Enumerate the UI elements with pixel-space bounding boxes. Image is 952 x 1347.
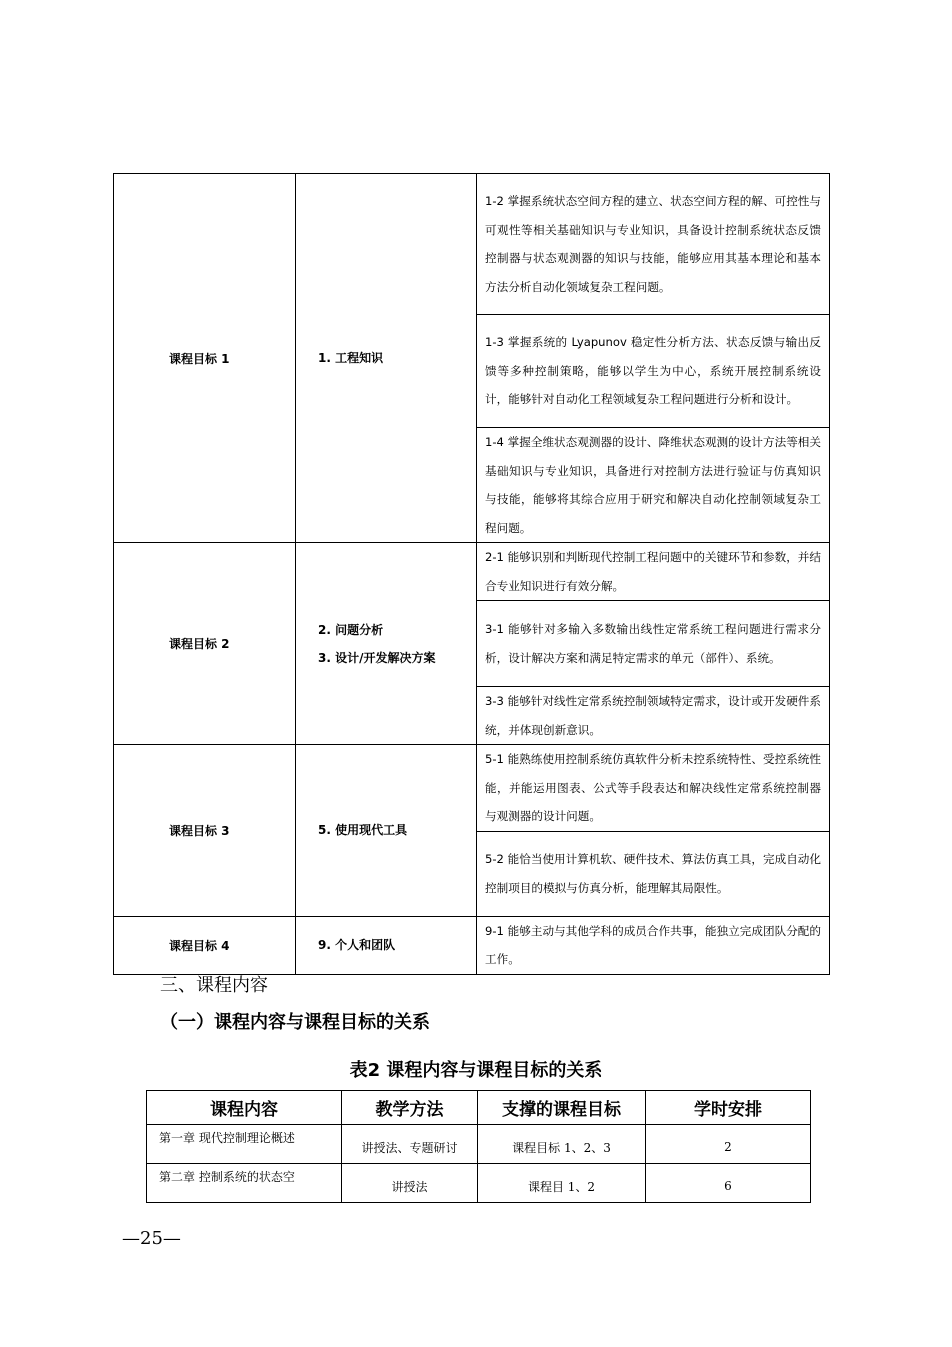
requirement-cell: 5-2 能恰当使用计算机软、硬件技术、算法仿真工具，完成自动化控制项目的模拟与仿真分析，能理解其局限性。 [477,831,830,916]
header-cell: 支撑的课程目标 [478,1091,646,1125]
page-number: —25— [122,1228,181,1249]
header-cell: 教学方法 [342,1091,478,1125]
sub-heading: （一）课程内容与课程目标的关系 [160,1012,430,1033]
hours-cell: 2 [646,1125,811,1164]
ability-line: 3. 设计/开发解决方案 [318,650,436,665]
section-heading: 三、课程内容 [160,975,268,996]
content-cell: 第二章 控制系统的状态空 [147,1164,342,1203]
table-row [147,1125,811,1164]
objectives-table [113,173,830,975]
requirement-cell: 1-4 掌握全维状态观测器的设计、降维状态观测的设计方法等相关基础知识与专业知识，具备进行对控制方法进行验证与仿真知识与技能，能够将其综合应用于研究和解决自动化控制领域复杂工程问题。 [477,428,830,543]
table-caption: 表2 课程内容与课程目标的关系 [349,1060,603,1081]
goal-cell: 课程目标 2 [114,543,296,745]
ability-cell: 5. 使用现代工具 [296,745,477,917]
requirement-cell: 1-2 掌握系统状态空间方程的建立、状态空间方程的解、可控性与可观性等相关基础知识与专业知识，具备设计控制系统状态反馈控制器与状态观测器的知识与技能，能够应用其基本理论和基本方法分析自动化领域复杂工程问题。 [477,174,830,315]
goal-cell: 课程目标 1、2、3 [478,1125,646,1164]
goal-cell: 课程目标 3 [114,745,296,917]
table-header-row [147,1091,811,1125]
goal-cell: 课程目 1、2 [478,1164,646,1203]
ability-cell: 9. 个人和团队 [296,916,477,974]
method-cell: 讲授法 [342,1164,478,1203]
ability-line: 2. 问题分析 [318,622,384,637]
requirement-cell: 5-1 能熟练使用控制系统仿真软件分析未控系统特性、受控系统性能，并能运用图表、公式等手段表达和解决线性定常系统控制器与观测器的设计问题。 [477,745,830,832]
goal-cell: 课程目标 1 [114,174,296,543]
requirement-cell: 9-1 能够主动与其他学科的成员合作共事，能独立完成团队分配的工作。 [477,916,830,974]
requirement-cell: 3-1 能够针对多输入多数输出线性定常系统工程问题进行需求分析，设计解决方案和满足特定需求的单元（部件）、系统。 [477,601,830,687]
content-table [146,1090,811,1203]
requirement-cell: 3-3 能够针对线性定常系统控制领域特定需求，设计或开发硬件系统，并体现创新意识。 [477,687,830,745]
hours-cell: 6 [646,1164,811,1203]
ability-cell [296,543,477,745]
requirement-cell: 2-1 能够识别和判断现代控制工程问题中的关键环节和参数，并结合专业知识进行有效分解。 [477,543,830,601]
method-cell: 讲授法、专题研讨 [342,1125,478,1164]
header-cell: 课程内容 [147,1091,342,1125]
ability-cell: 1. 工程知识 [296,174,477,543]
table-row [147,1164,811,1203]
goal-cell: 课程目标 4 [114,916,296,974]
header-cell: 学时安排 [646,1091,811,1125]
requirement-cell: 1-3 掌握系统的 Lyapunov 稳定性分析方法、状态反馈与输出反馈等多种控制策略，能够以学生为中心，系统开展控制系统设计，能够针对自动化工程领域复杂工程问题进行分析和设计。 [477,315,830,428]
content-cell: 第一章 现代控制理论概述 [147,1125,342,1164]
